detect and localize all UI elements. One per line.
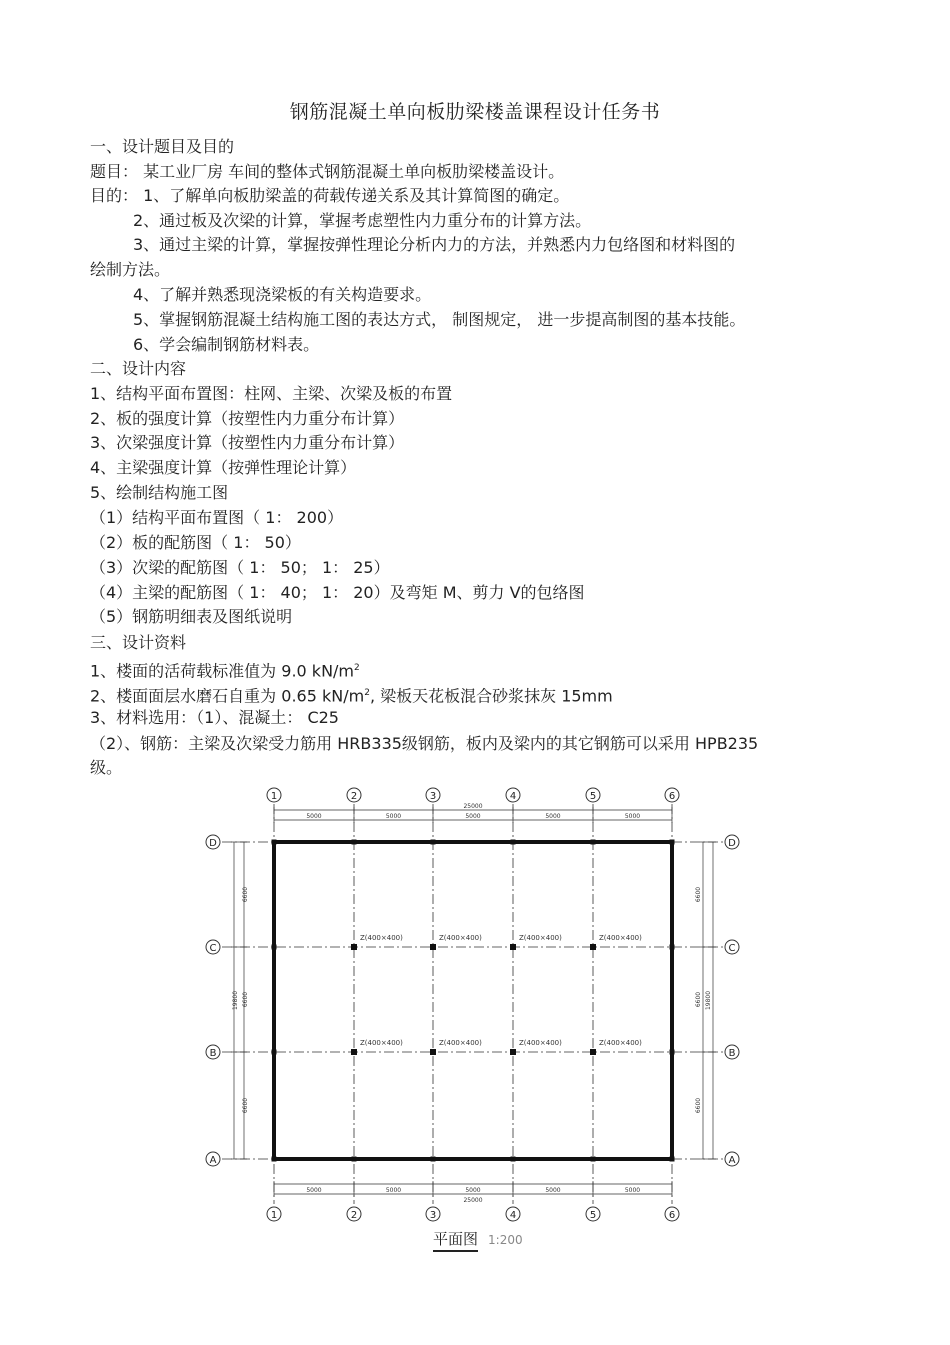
total-width-label: 25000: [463, 1197, 483, 1204]
floor-plan-drawing: [190, 780, 760, 1230]
bay-width-label: 5000: [306, 813, 322, 820]
bay-width-label: 5000: [624, 1187, 641, 1194]
column: [591, 1157, 596, 1162]
bay-width-label: 5000: [306, 1187, 322, 1194]
materials-concrete: 3、材料选用：（1）、混凝土： C25: [90, 708, 339, 727]
row-axis-label: A: [209, 1155, 217, 1166]
column: [670, 1050, 675, 1055]
row-axis-label: B: [728, 1048, 736, 1059]
column: [591, 840, 596, 845]
col-axis-label: 1: [270, 1210, 278, 1221]
content-item-2: 2、板的强度计算（按塑性内力重分布计算）: [90, 409, 405, 428]
materials-rebar-cont: 级。: [90, 758, 123, 777]
column: [351, 944, 357, 950]
section-3-heading: 三、设计资料: [90, 633, 187, 652]
column-label: Z(400×400): [519, 1039, 562, 1047]
drawing-1: （1）结构平面布置图（ 1： 200）: [90, 508, 344, 527]
column-label: Z(400×400): [519, 934, 562, 942]
materials-rebar: （2）、钢筋：主梁及次梁受力筋用 HRB335级钢筋，板内及梁内的其它钢筋可以采用 HPB235: [90, 734, 759, 753]
column: [511, 1157, 516, 1162]
col-axis-label: 4: [509, 791, 517, 802]
column-label: Z(400×400): [360, 1039, 403, 1047]
goal-6: 6、学会编制钢筋材料表。: [133, 335, 320, 354]
goal-3-cont: 绘制方法。: [90, 260, 171, 279]
column-label: Z(400×400): [360, 934, 403, 942]
column: [511, 840, 516, 845]
bay-depth-label: 6600: [695, 991, 702, 1008]
bay-width-label: 5000: [545, 813, 561, 820]
bay-depth-label: 6600: [242, 1097, 249, 1114]
col-axis-label: 2: [350, 1210, 358, 1221]
section-1-heading: 一、设计题目及目的: [90, 137, 235, 156]
row-axis-label: B: [209, 1048, 217, 1059]
total-depth-label: 19800: [232, 990, 239, 1011]
bay-width-label: 5000: [545, 1187, 561, 1194]
column: [430, 944, 436, 950]
goal-5: 5、掌握钢筋混凝土结构施工图的表达方式， 制图规定， 进一步提高制图的基本技能。: [133, 310, 746, 329]
column: [431, 840, 436, 845]
column: [352, 840, 357, 845]
live-load: 1、楼面的活荷载标准值为 9.0 $kN/m^2$: [90, 661, 360, 681]
goal-3: 3、通过主梁的计算，掌握按弹性理论分析内力的方法，并熟悉内力包络图和材料图的: [133, 235, 736, 254]
column-label: Z(400×400): [439, 934, 482, 942]
column-label: Z(400×400): [599, 934, 642, 942]
row-axis-label: C: [209, 943, 217, 954]
column: [510, 944, 516, 950]
drawing-2: （2）板的配筋图（ 1： 50）: [90, 533, 301, 552]
column: [510, 1049, 516, 1055]
col-axis-label: 3: [429, 791, 437, 802]
bay-width-label: 5000: [465, 1187, 481, 1194]
row-axis-label: D: [209, 838, 217, 849]
column: [272, 840, 277, 845]
bay-depth-label: 6600: [695, 886, 702, 903]
bay-depth-label: 6600: [242, 886, 249, 903]
column: [352, 1157, 357, 1162]
bay-width-label: 5000: [385, 813, 402, 820]
total-depth-label: 19800: [705, 990, 712, 1011]
column: [590, 1049, 596, 1055]
col-axis-label: 5: [589, 1210, 597, 1221]
bay-depth-label: 6600: [695, 1097, 702, 1114]
bay-width-label: 5000: [385, 1187, 402, 1194]
plan-caption: 平面图 1:200: [433, 1228, 523, 1249]
col-axis-label: 4: [509, 1210, 517, 1221]
drawing-3: （3）次梁的配筋图（ 1： 50； 1： 25）: [90, 558, 390, 577]
design-topic: 题目： 某工业厂房 车间的整体式钢筋混凝土单向板肋梁楼盖设计。: [90, 162, 565, 181]
document-title: 钢筋混凝土单向板肋梁楼盖课程设计任务书: [289, 101, 661, 123]
goal-2: 2、通过板及次梁的计算，掌握考虑塑性内力重分布的计算方法。: [133, 211, 592, 230]
goal-1: 目的： 1、了解单向板肋梁盖的荷载传递关系及其计算简图的确定。: [90, 186, 570, 205]
total-width-label: 25000: [463, 803, 483, 810]
section-2-heading: 二、设计内容: [90, 359, 187, 378]
dead-load: 2、楼面面层水磨石自重为 0.65 $kN/m^2$, 梁板天花板混合砂浆抹灰 15mm: [90, 686, 613, 706]
content-item-5: 5、绘制结构施工图: [90, 483, 229, 502]
column: [670, 840, 675, 845]
goal-4: 4、了解并熟悉现浇梁板的有关构造要求。: [133, 285, 432, 304]
bay-width-label: 5000: [465, 813, 481, 820]
col-axis-label: 6: [668, 1210, 676, 1221]
column-label: Z(400×400): [439, 1039, 482, 1047]
drawing-5: （5）钢筋明细表及图纸说明: [90, 607, 293, 626]
col-axis-label: 2: [350, 791, 358, 802]
column: [670, 945, 675, 950]
column-label: Z(400×400): [599, 1039, 642, 1047]
content-item-3: 3、次梁强度计算（按塑性内力重分布计算）: [90, 433, 405, 452]
column: [272, 1050, 277, 1055]
column: [351, 1049, 357, 1055]
bay-depth-label: 6600: [242, 991, 249, 1008]
column: [272, 945, 277, 950]
outer-wall: [274, 842, 672, 1159]
drawing-4: （4）主梁的配筋图（ 1： 40； 1： 20）及弯矩 M、剪力 V的包络图: [90, 583, 585, 602]
col-axis-label: 6: [668, 791, 676, 802]
column: [590, 944, 596, 950]
col-axis-label: 5: [589, 791, 597, 802]
column: [670, 1157, 675, 1162]
column: [431, 1157, 436, 1162]
bay-width-label: 5000: [624, 813, 641, 820]
row-axis-label: C: [728, 943, 736, 954]
col-axis-label: 3: [429, 1210, 437, 1221]
content-item-1: 1、结构平面布置图：柱网、主梁、次梁及板的布置: [90, 384, 453, 403]
content-item-4: 4、主梁强度计算（按弹性理论计算）: [90, 458, 357, 477]
row-axis-label: D: [728, 838, 736, 849]
col-axis-label: 1: [270, 791, 278, 802]
row-axis-label: A: [728, 1155, 736, 1166]
column: [430, 1049, 436, 1055]
column: [272, 1157, 277, 1162]
